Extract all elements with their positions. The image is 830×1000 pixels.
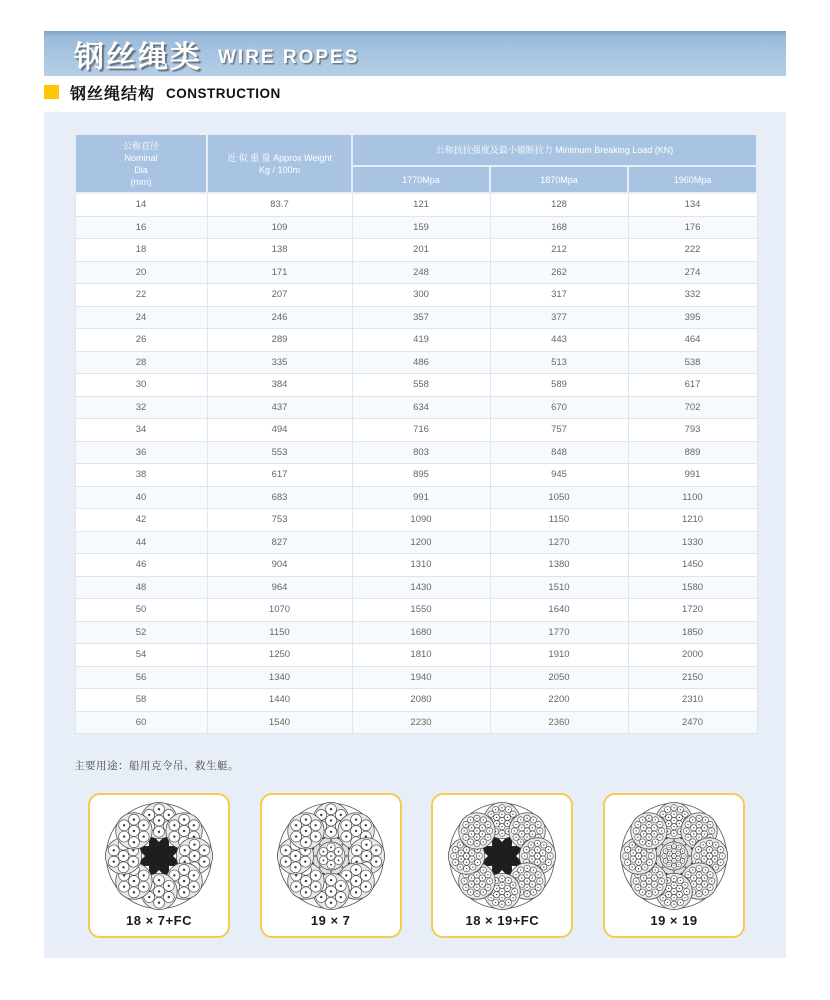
rope-construction-label: 18 × 7+FC (126, 913, 192, 928)
table-cell: 289 (207, 329, 352, 352)
table-row (75, 216, 757, 239)
table-cell: 58 (75, 689, 207, 712)
table-cell: 1150 (490, 509, 628, 532)
table-cell: 395 (628, 306, 757, 329)
table-cell: 42 (75, 509, 207, 532)
table-cell: 109 (207, 216, 352, 239)
table-cell: 1430 (352, 576, 490, 599)
table-cell: 2080 (352, 689, 490, 712)
table-cell: 1550 (352, 599, 490, 622)
table-row (75, 599, 757, 622)
table-row (75, 396, 757, 419)
spec-table-wrap (74, 133, 756, 734)
rope-construction-label: 19 × 7 (310, 913, 351, 928)
table-cell: 1940 (352, 666, 490, 689)
rope-card (88, 793, 230, 938)
table-cell: 1720 (628, 599, 757, 622)
table-cell: 2360 (490, 711, 628, 734)
table-cell: 176 (628, 216, 757, 239)
col-header-breaking-load: 公称抗拉强度及最小破断拉力 Minimum Breaking Load (KN) (352, 134, 757, 166)
col-header-line: (mm) (130, 176, 152, 187)
table-cell: 419 (352, 329, 490, 352)
table-row (75, 711, 757, 734)
table-row (75, 351, 757, 374)
table-cell: 589 (490, 374, 628, 397)
table-cell: 889 (628, 441, 757, 464)
table-cell: 168 (490, 216, 628, 239)
center-strand (317, 842, 345, 870)
table-cell: 56 (75, 666, 207, 689)
section-header (44, 84, 281, 103)
col-header-grade-1770: 1770Mpa (352, 166, 490, 193)
table-cell: 793 (628, 419, 757, 442)
table-cell: 36 (75, 441, 207, 464)
table-row (75, 666, 757, 689)
col-header-line: Kg / 100m (258, 164, 301, 175)
page-title-english: WIRE ROPES (218, 46, 360, 68)
table-row (75, 509, 757, 532)
table-cell: 1580 (628, 576, 757, 599)
table-cell: 634 (352, 396, 490, 419)
table-cell: 377 (490, 306, 628, 329)
table-row (75, 441, 757, 464)
table-cell: 848 (490, 441, 628, 464)
table-row (75, 329, 757, 352)
table-cell: 38 (75, 464, 207, 487)
table-cell: 617 (628, 374, 757, 397)
table-cell: 991 (352, 486, 490, 509)
table-row (75, 486, 757, 509)
table-row (75, 464, 757, 487)
col-header-line: 公称直径 (122, 140, 159, 151)
table-cell: 332 (628, 284, 757, 307)
table-cell: 32 (75, 396, 207, 419)
table-cell: 1270 (490, 531, 628, 554)
table-cell: 28 (75, 351, 207, 374)
table-cell: 262 (490, 261, 628, 284)
table-cell: 357 (352, 306, 490, 329)
table-cell: 159 (352, 216, 490, 239)
table-cell: 494 (207, 419, 352, 442)
table-cell: 1850 (628, 621, 757, 644)
table-cell: 128 (490, 193, 628, 216)
spec-table (74, 133, 758, 734)
usage-note: 主要用途：船用克令吊、救生艇。 (74, 760, 239, 772)
table-cell: 513 (490, 351, 628, 374)
table-row (75, 261, 757, 284)
table-row (75, 419, 757, 442)
table-cell: 1070 (207, 599, 352, 622)
table-cell: 246 (207, 306, 352, 329)
table-cell: 1310 (352, 554, 490, 577)
table-cell: 1640 (490, 599, 628, 622)
table-cell: 16 (75, 216, 207, 239)
table-cell: 553 (207, 441, 352, 464)
table-cell: 207 (207, 284, 352, 307)
outer-strand (287, 813, 323, 849)
table-cell: 18 (75, 239, 207, 262)
table-cell: 2050 (490, 666, 628, 689)
table-cell: 2310 (628, 689, 757, 712)
table-cell: 248 (352, 261, 490, 284)
table-row (75, 621, 757, 644)
table-row (75, 306, 757, 329)
table-cell: 22 (75, 284, 207, 307)
table-cell: 538 (628, 351, 757, 374)
rope-construction-label: 19 × 19 (650, 913, 698, 928)
table-cell: 945 (490, 464, 628, 487)
rope-card (431, 793, 573, 938)
table-cell: 1380 (490, 554, 628, 577)
table-row (75, 193, 757, 216)
rope-cross-section (617, 800, 731, 912)
table-cell: 558 (352, 374, 490, 397)
table-cell: 2230 (352, 711, 490, 734)
table-cell: 1200 (352, 531, 490, 554)
table-cell: 2150 (628, 666, 757, 689)
table-cell: 222 (628, 239, 757, 262)
table-cell: 1540 (207, 711, 352, 734)
table-cell: 716 (352, 419, 490, 442)
col-header-line: 近 似 重 量 Approx Weight (227, 152, 332, 163)
table-cell: 201 (352, 239, 490, 262)
table-cell: 40 (75, 486, 207, 509)
table-cell: 486 (352, 351, 490, 374)
table-row (75, 239, 757, 262)
table-row (75, 576, 757, 599)
page-title-banner (44, 31, 786, 76)
table-cell: 1050 (490, 486, 628, 509)
col-header-line: Nominal (124, 152, 158, 163)
yellow-square-icon (44, 85, 59, 99)
table-cell: 54 (75, 644, 207, 667)
rope-cross-section (274, 800, 388, 912)
table-cell: 443 (490, 329, 628, 352)
table-cell: 1150 (207, 621, 352, 644)
table-cell: 46 (75, 554, 207, 577)
table-row (75, 689, 757, 712)
table-cell: 1100 (628, 486, 757, 509)
table-cell: 1440 (207, 689, 352, 712)
table-cell: 2470 (628, 711, 757, 734)
table-row (75, 531, 757, 554)
table-cell: 464 (628, 329, 757, 352)
table-cell: 121 (352, 193, 490, 216)
table-cell: 1250 (207, 644, 352, 667)
table-cell: 335 (207, 351, 352, 374)
table-cell: 1340 (207, 666, 352, 689)
table-cell: 212 (490, 239, 628, 262)
spec-table-body (75, 193, 757, 734)
table-cell: 26 (75, 329, 207, 352)
table-cell: 30 (75, 374, 207, 397)
section-title-chinese: 钢丝绳结构 (70, 85, 156, 103)
table-cell: 1450 (628, 554, 757, 577)
table-cell: 2000 (628, 644, 757, 667)
table-cell: 50 (75, 599, 207, 622)
table-cell: 24 (75, 306, 207, 329)
table-cell: 134 (628, 193, 757, 216)
table-cell: 1330 (628, 531, 757, 554)
table-cell: 171 (207, 261, 352, 284)
table-cell: 2200 (490, 689, 628, 712)
table-cell: 670 (490, 396, 628, 419)
table-cell: 904 (207, 554, 352, 577)
col-header-nominal-dia (75, 134, 207, 193)
table-cell: 60 (75, 711, 207, 734)
table-cell: 1680 (352, 621, 490, 644)
table-cell: 14 (75, 193, 207, 216)
page-title-chinese: 钢丝绳类 (74, 40, 202, 74)
table-cell: 991 (628, 464, 757, 487)
col-header-grade-1960: 1960Mpa (628, 166, 757, 193)
table-cell: 1910 (490, 644, 628, 667)
outer-strand (459, 813, 495, 849)
table-cell: 964 (207, 576, 352, 599)
table-cell: 44 (75, 531, 207, 554)
table-cell: 683 (207, 486, 352, 509)
rope-cross-section (102, 800, 216, 912)
col-header-approx-weight (207, 134, 352, 193)
table-cell: 895 (352, 464, 490, 487)
table-cell: 1510 (490, 576, 628, 599)
table-cell: 753 (207, 509, 352, 532)
col-header-line: Dia (134, 164, 148, 175)
table-cell: 34 (75, 419, 207, 442)
table-cell: 1810 (352, 644, 490, 667)
table-cell: 617 (207, 464, 352, 487)
table-cell: 48 (75, 576, 207, 599)
table-cell: 702 (628, 396, 757, 419)
table-row (75, 644, 757, 667)
center-strand (660, 842, 688, 870)
table-cell: 317 (490, 284, 628, 307)
table-cell: 274 (628, 261, 757, 284)
table-cell: 300 (352, 284, 490, 307)
table-cell: 52 (75, 621, 207, 644)
col-header-grade-1870: 1870Mpa (490, 166, 628, 193)
table-cell: 437 (207, 396, 352, 419)
rope-cards (88, 793, 745, 938)
outer-strand (631, 813, 667, 849)
table-cell: 1090 (352, 509, 490, 532)
rope-card (603, 793, 745, 938)
section-title-english: CONSTRUCTION (166, 85, 281, 101)
table-cell: 1770 (490, 621, 628, 644)
rope-card (260, 793, 402, 938)
table-cell: 83.7 (207, 193, 352, 216)
table-row (75, 554, 757, 577)
table-cell: 803 (352, 441, 490, 464)
table-cell: 757 (490, 419, 628, 442)
table-cell: 1210 (628, 509, 757, 532)
table-row (75, 284, 757, 307)
table-cell: 384 (207, 374, 352, 397)
outer-strand (116, 813, 152, 849)
table-row (75, 374, 757, 397)
table-cell: 20 (75, 261, 207, 284)
rope-construction-label: 18 × 19+FC (465, 913, 540, 928)
table-cell: 827 (207, 531, 352, 554)
table-cell: 138 (207, 239, 352, 262)
rope-cross-section (445, 800, 559, 912)
